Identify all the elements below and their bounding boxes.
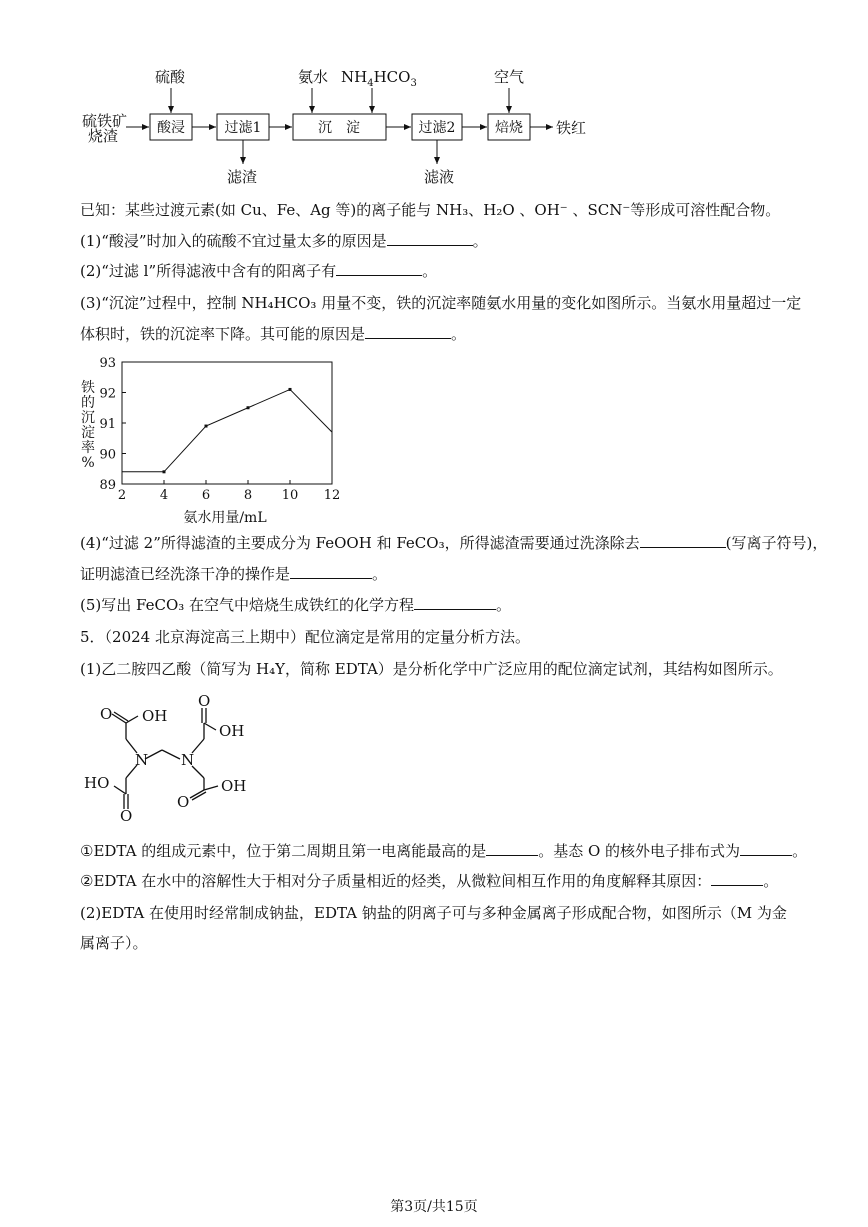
problem-5-part2-line2: 属离子）。 — [80, 934, 148, 952]
atom-o1: O — [100, 705, 113, 723]
atom-n2: N — [181, 751, 195, 769]
filtrate-label: 滤液 — [424, 168, 455, 186]
answer-blank-1 — [387, 231, 473, 246]
y-tick-label: 90 — [99, 447, 116, 463]
filter2-label: 过滤2 — [418, 120, 456, 136]
atom-ho3: HO — [84, 774, 110, 792]
chart-frame — [122, 362, 332, 484]
sulfuric-acid-label: 硫酸 — [155, 68, 186, 86]
atom-n1: N — [135, 751, 149, 769]
data-point — [247, 406, 250, 409]
question-4-end: (写离子符号)， — [725, 534, 828, 552]
x-tick-label: 2 — [117, 488, 127, 503]
subquestion-1 — [80, 841, 807, 861]
precipitate-label: 沉 淀 — [318, 120, 360, 136]
question-4-line2 — [80, 564, 387, 584]
question-2-end: 。 — [422, 262, 438, 280]
question-5-end: 。 — [496, 596, 512, 614]
process-flow-diagram — [0, 0, 868, 200]
subquestion-1-end: 。 — [792, 842, 808, 860]
answer-blank-c1a — [486, 841, 538, 856]
subquestion-1-mid: 。基态 O 的核外电子排布式为 — [538, 842, 741, 860]
y-axis-label-char: % — [81, 455, 95, 471]
roast-label: 焙烧 — [495, 120, 523, 136]
subquestion-2-text: ②EDTA 在水中的溶解性大于相对分子质量相近的烃类，从微粒间相互作用的角度解释其原因： — [80, 872, 712, 890]
question-1-text: (1)“酸浸”时加入的硫酸不宜过量太多的原因是 — [80, 232, 387, 250]
answer-blank-5 — [414, 595, 496, 610]
question-5-text: (5)写出 FeCO₃ 在空气中焙烧生成铁红的化学方程 — [80, 596, 415, 614]
atom-oh4: OH — [221, 777, 247, 795]
subquestion-2-end: 。 — [763, 872, 779, 890]
ammonia-water-label: 氨水 — [298, 68, 329, 86]
question-2 — [80, 261, 437, 281]
answer-blank-c2 — [711, 871, 763, 886]
chart-x-axis-label: 氨水用量/mL — [183, 510, 267, 526]
answer-blank-2 — [336, 261, 422, 276]
atom-o2: O — [198, 692, 211, 710]
x-tick-label: 6 — [201, 488, 211, 503]
page-footer: 第3页/共15页 — [390, 1199, 478, 1215]
question-4-text: (4)“过滤 2”所得滤渣的主要成分为 FeOOH 和 FeCO₃，所得滤渣需要通过洗涤除去 — [80, 534, 640, 552]
data-point — [289, 388, 292, 391]
filter1-label: 过滤1 — [224, 120, 262, 136]
atom-oh1: OH — [142, 707, 168, 725]
residue-label: 滤渣 — [227, 168, 258, 186]
series-line — [122, 389, 332, 471]
atom-oh2: OH — [219, 722, 245, 740]
acid-leach-label: 酸浸 — [157, 120, 185, 136]
answer-blank-c1b — [740, 841, 792, 856]
question-3-line1: (3)“沉淀”过程中，控制 NH₄HCO₃ 用量不变，铁的沉淀率随氨水用量的变化如图所示。当氨水用量超过一定 — [80, 294, 802, 312]
answer-blank-3 — [365, 324, 451, 339]
x-tick-label: 10 — [281, 488, 299, 503]
question-4-line1 — [80, 533, 827, 553]
y-tick-label: 93 — [99, 356, 116, 371]
atom-o3: O — [120, 807, 133, 825]
question-4b-text: 证明滤渣已经洗涤干净的操作是 — [80, 565, 291, 583]
input-label-line2: 烧渣 — [88, 127, 119, 145]
product-label: 铁红 — [556, 119, 587, 137]
subquestion-1-text: ①EDTA 的组成元素中，位于第二周期且第一电离能最高的是 — [80, 842, 487, 860]
problem-5-part2-line1: (2)EDTA 在使用时经常制成钠盐，EDTA 钠盐的阴离子可与多种金属离子形成配合物，如图所示（M 为金 — [80, 904, 787, 922]
y-axis-label-char: 淀 — [81, 425, 95, 441]
known-info: 已知：某些过渡元素(如 Cu、Fe、Ag 等)的离子能与 NH₃、H₂O 、OH⁻ 、SCN⁻等形成可溶性配合物。 — [80, 201, 781, 219]
answer-blank-4 — [640, 533, 726, 548]
edta-structure-diagram — [80, 690, 280, 830]
y-axis-label-char: 沉 — [81, 410, 95, 426]
y-tick-label: 89 — [99, 478, 116, 493]
x-tick-label: 4 — [159, 488, 169, 503]
y-tick-label: 91 — [99, 417, 116, 432]
y-axis-label-char: 的 — [81, 395, 95, 411]
data-point — [205, 425, 208, 428]
question-3-end: 。 — [451, 325, 467, 343]
x-tick-label: 12 — [323, 488, 341, 503]
question-5 — [80, 595, 511, 615]
input-label-line1: 硫铁矿 — [82, 112, 128, 130]
problem-5-part1: (1)乙二胺四乙酸（简写为 H₄Y，简称 EDTA）是分析化学中广泛应用的配位滴定试剂，其结构如图所示。 — [80, 660, 783, 678]
y-tick-label: 92 — [99, 386, 116, 402]
subquestion-2 — [80, 871, 778, 891]
data-point — [163, 470, 166, 473]
question-1 — [80, 231, 488, 251]
nh4hco3-label: $NH_4HCO_3$ — [341, 68, 417, 89]
precipitation-rate-chart — [70, 352, 350, 527]
atom-o4: O — [177, 793, 190, 811]
question-3-line2 — [80, 324, 466, 344]
air-label: 空气 — [494, 68, 525, 86]
y-axis-label-char: 率 — [81, 440, 95, 456]
problem-5-heading: 5．（2024 北京海淀高三上期中）配位滴定是常用的定量分析方法。 — [80, 628, 530, 646]
question-2-text: (2)“过滤 l”所得滤液中含有的阳离子有 — [80, 262, 337, 280]
x-tick-label: 8 — [243, 488, 253, 503]
question-3-text: 体积时，铁的沉淀率下降。其可能的原因是 — [80, 325, 366, 343]
question-4b-end: 。 — [372, 565, 388, 583]
y-axis-label-char: 铁 — [81, 380, 95, 396]
answer-blank-4b — [290, 564, 372, 579]
question-1-end: 。 — [472, 232, 488, 250]
